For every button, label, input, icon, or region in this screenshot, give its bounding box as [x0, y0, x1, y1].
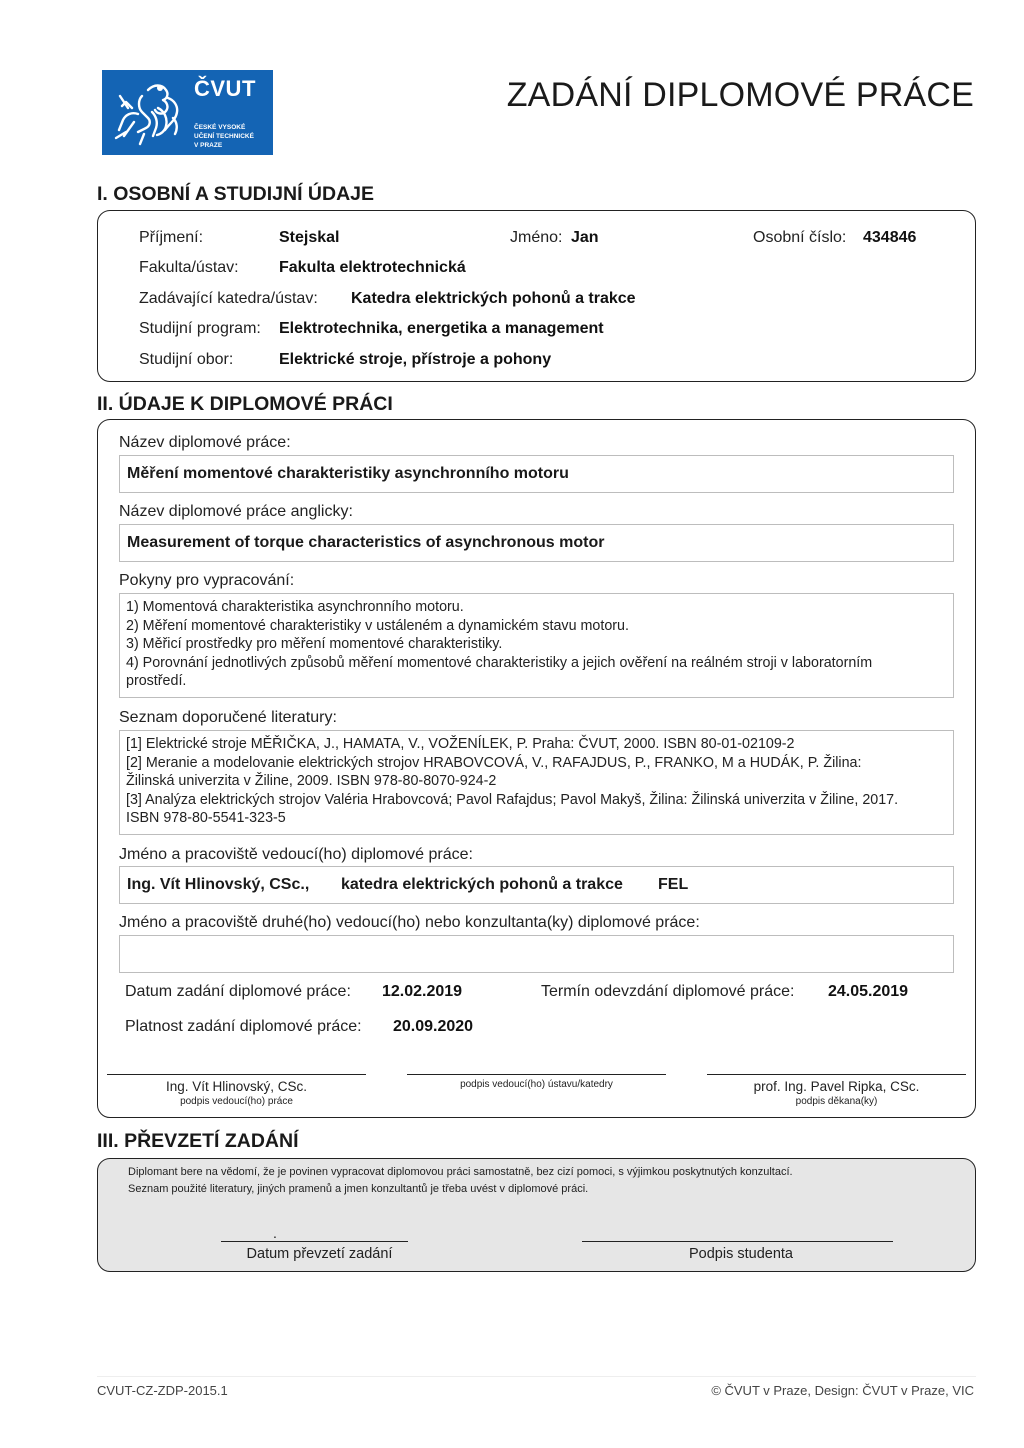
literature-field	[119, 730, 954, 835]
thesis-title-en-value: Measurement of torque characteristics of asynchronous motor	[127, 534, 605, 551]
date-accepted-line	[221, 1241, 408, 1242]
acceptance-note-line-2: Seznam použité literatury, jiných pramenů a jmen konzultantů je třeba uvést v diplomové práci.	[128, 1183, 589, 1195]
literature-label: Seznam doporučené literatury:	[119, 709, 337, 726]
head-signature-line	[407, 1074, 666, 1075]
validity-value: 20.09.2020	[393, 1018, 474, 1035]
literature-item: Žilinská univerzita v Žiline, 2009. ISBN 978-80-8070-924-2	[126, 773, 497, 789]
date-accepted-dot: .	[273, 1225, 277, 1241]
second-supervisor-field	[119, 935, 954, 973]
deadline-label: Termín odevzdání diplomové práce:	[541, 983, 795, 1000]
personal-number-label: Osobní číslo:	[753, 229, 847, 246]
cvut-logo	[102, 70, 273, 155]
date-assigned-label: Datum zadání diplomové práce:	[125, 983, 351, 1000]
supervisor-signature-line	[107, 1074, 366, 1075]
literature-item: [2] Meranie a modelovanie elektrických strojov HRABOVCOVÁ, V., RAFAJDUS, P., FRANKO, M a HUDÁK, P. Žilina:	[126, 754, 862, 771]
instruction-item: prostředí.	[126, 673, 187, 689]
logo-subtitle	[194, 123, 274, 150]
dean-signature-line	[707, 1074, 966, 1075]
surname-label: Příjmení:	[139, 229, 204, 246]
logo-line-2: UČENÍ TECHNICKÉ	[194, 133, 254, 140]
date-assigned-value: 12.02.2019	[382, 983, 463, 1000]
instruction-item: 4) Porovnání jednotlivých způsobů měření momentové charakteristiky a jejich ověření na reálném stroji v laboratorním	[126, 654, 873, 671]
dean-signature-name: prof. Ing. Pavel Ripka, CSc.	[753, 1079, 920, 1094]
section-2-heading: II. ÚDAJE K DIPLOMOVÉ PRÁCI	[97, 393, 393, 415]
surname-value: Stejskal	[279, 229, 340, 246]
department-value: Katedra elektrických pohonů a trakce	[351, 290, 636, 307]
instruction-item: 3) Měřicí prostředky pro měření momentové charakteristiky.	[126, 636, 503, 652]
section-1-heading: I. OSOBNÍ A STUDIJNÍ ÚDAJE	[97, 183, 375, 205]
deadline-value: 24.05.2019	[828, 983, 909, 1000]
thesis-title-field	[119, 455, 954, 493]
field-of-study-value: Elektrické stroje, přístroje a pohony	[279, 351, 552, 368]
lion-emblem-icon	[108, 78, 186, 148]
supervisor-signature-name: Ing. Vít Hlinovský, CSc.	[165, 1079, 308, 1094]
second-supervisor-label: Jméno a pracoviště druhé(ho) vedoucí(ho) nebo konzultanta(ky) diplomové práce:	[119, 914, 700, 931]
instruction-item: 2) Měření momentové charakteristiky v ustáleném a dynamickém stavu motoru.	[126, 617, 629, 634]
thesis-title-en-label: Název diplomové práce anglicky:	[119, 503, 353, 520]
literature-item: ISBN 978-80-5541-323-5	[126, 810, 286, 826]
student-signature-line	[582, 1241, 893, 1242]
logo-line-1: ČESKÉ VYSOKÉ	[194, 124, 246, 131]
supervisor-name: Ing. Vít Hlinovský, CSc.,	[127, 876, 310, 893]
supervisor-field	[119, 866, 954, 904]
personal-number-value: 434846	[863, 229, 917, 246]
thesis-title-value: Měření momentové charakteristiky asynchronního motoru	[127, 465, 569, 482]
department-label: Zadávající katedra/ústav:	[139, 290, 318, 307]
date-accepted-label: Datum převzetí zadání	[246, 1246, 393, 1262]
program-value: Elektrotechnika, energetika a management	[279, 320, 604, 337]
footer-form-code: CVUT-CZ-ZDP-2015.1	[97, 1383, 228, 1398]
thesis-title-en-field	[119, 524, 954, 562]
name-label: Jméno:	[510, 229, 563, 246]
supervisor-faculty: FEL	[658, 876, 689, 893]
document-title: ZADÁNÍ DIPLOMOVÉ PRÁCE	[506, 76, 974, 114]
supervisor-label: Jméno a pracoviště vedoucí(ho) diplomové práce:	[119, 846, 473, 863]
faculty-label: Fakulta/ústav:	[139, 259, 239, 276]
program-label: Studijní program:	[139, 320, 261, 337]
instructions-field	[119, 593, 954, 698]
instructions-label: Pokyny pro vypracování:	[119, 572, 295, 589]
validity-label: Platnost zadání diplomové práce:	[125, 1018, 362, 1035]
student-signature-label: Podpis studenta	[689, 1246, 793, 1262]
acceptance-note-line-1: Diplomant bere na vědomí, že je povinen vypracovat diplomovou práci samostatně, bez cizí pomoci, s výjimkou poskytnutých konzultací.	[128, 1166, 793, 1178]
logo-brand-text: ČVUT	[194, 76, 256, 101]
logo-line-3: V PRAZE	[194, 142, 223, 149]
supervisor-signature-role: podpis vedoucí(ho) práce	[180, 1096, 293, 1107]
dean-signature-role: podpis děkana(ky)	[795, 1096, 878, 1107]
footer-divider	[97, 1376, 976, 1377]
section-3-heading: III. PŘEVZETÍ ZADÁNÍ	[97, 1130, 299, 1152]
literature-item: [1] Elektrické stroje MĚŘIČKA, J., HAMATA, V., VOŽENÍLEK, P. Praha: ČVUT, 2000. ISBN 80-01-02109-2	[126, 736, 795, 752]
supervisor-department: katedra elektrických pohonů a trakce	[341, 876, 623, 893]
literature-item: [3] Analýza elektrických strojov Valéria Hrabovcová; Pavol Rafajdus; Pavol Makyš, Žilina: Žilinská univerzita v Žiline, 2017.	[126, 791, 899, 808]
name-value: Jan	[571, 229, 599, 246]
thesis-title-label: Název diplomové práce:	[119, 434, 291, 451]
footer-copyright: © ČVUT v Praze, Design: ČVUT v Praze, VIC	[711, 1383, 974, 1398]
instruction-item: 1) Momentová charakteristika asynchronního motoru.	[126, 599, 464, 615]
field-of-study-label: Studijní obor:	[139, 351, 234, 368]
head-signature-role: podpis vedoucí(ho) ústavu/katedry	[460, 1079, 613, 1090]
faculty-value: Fakulta elektrotechnická	[279, 259, 466, 276]
